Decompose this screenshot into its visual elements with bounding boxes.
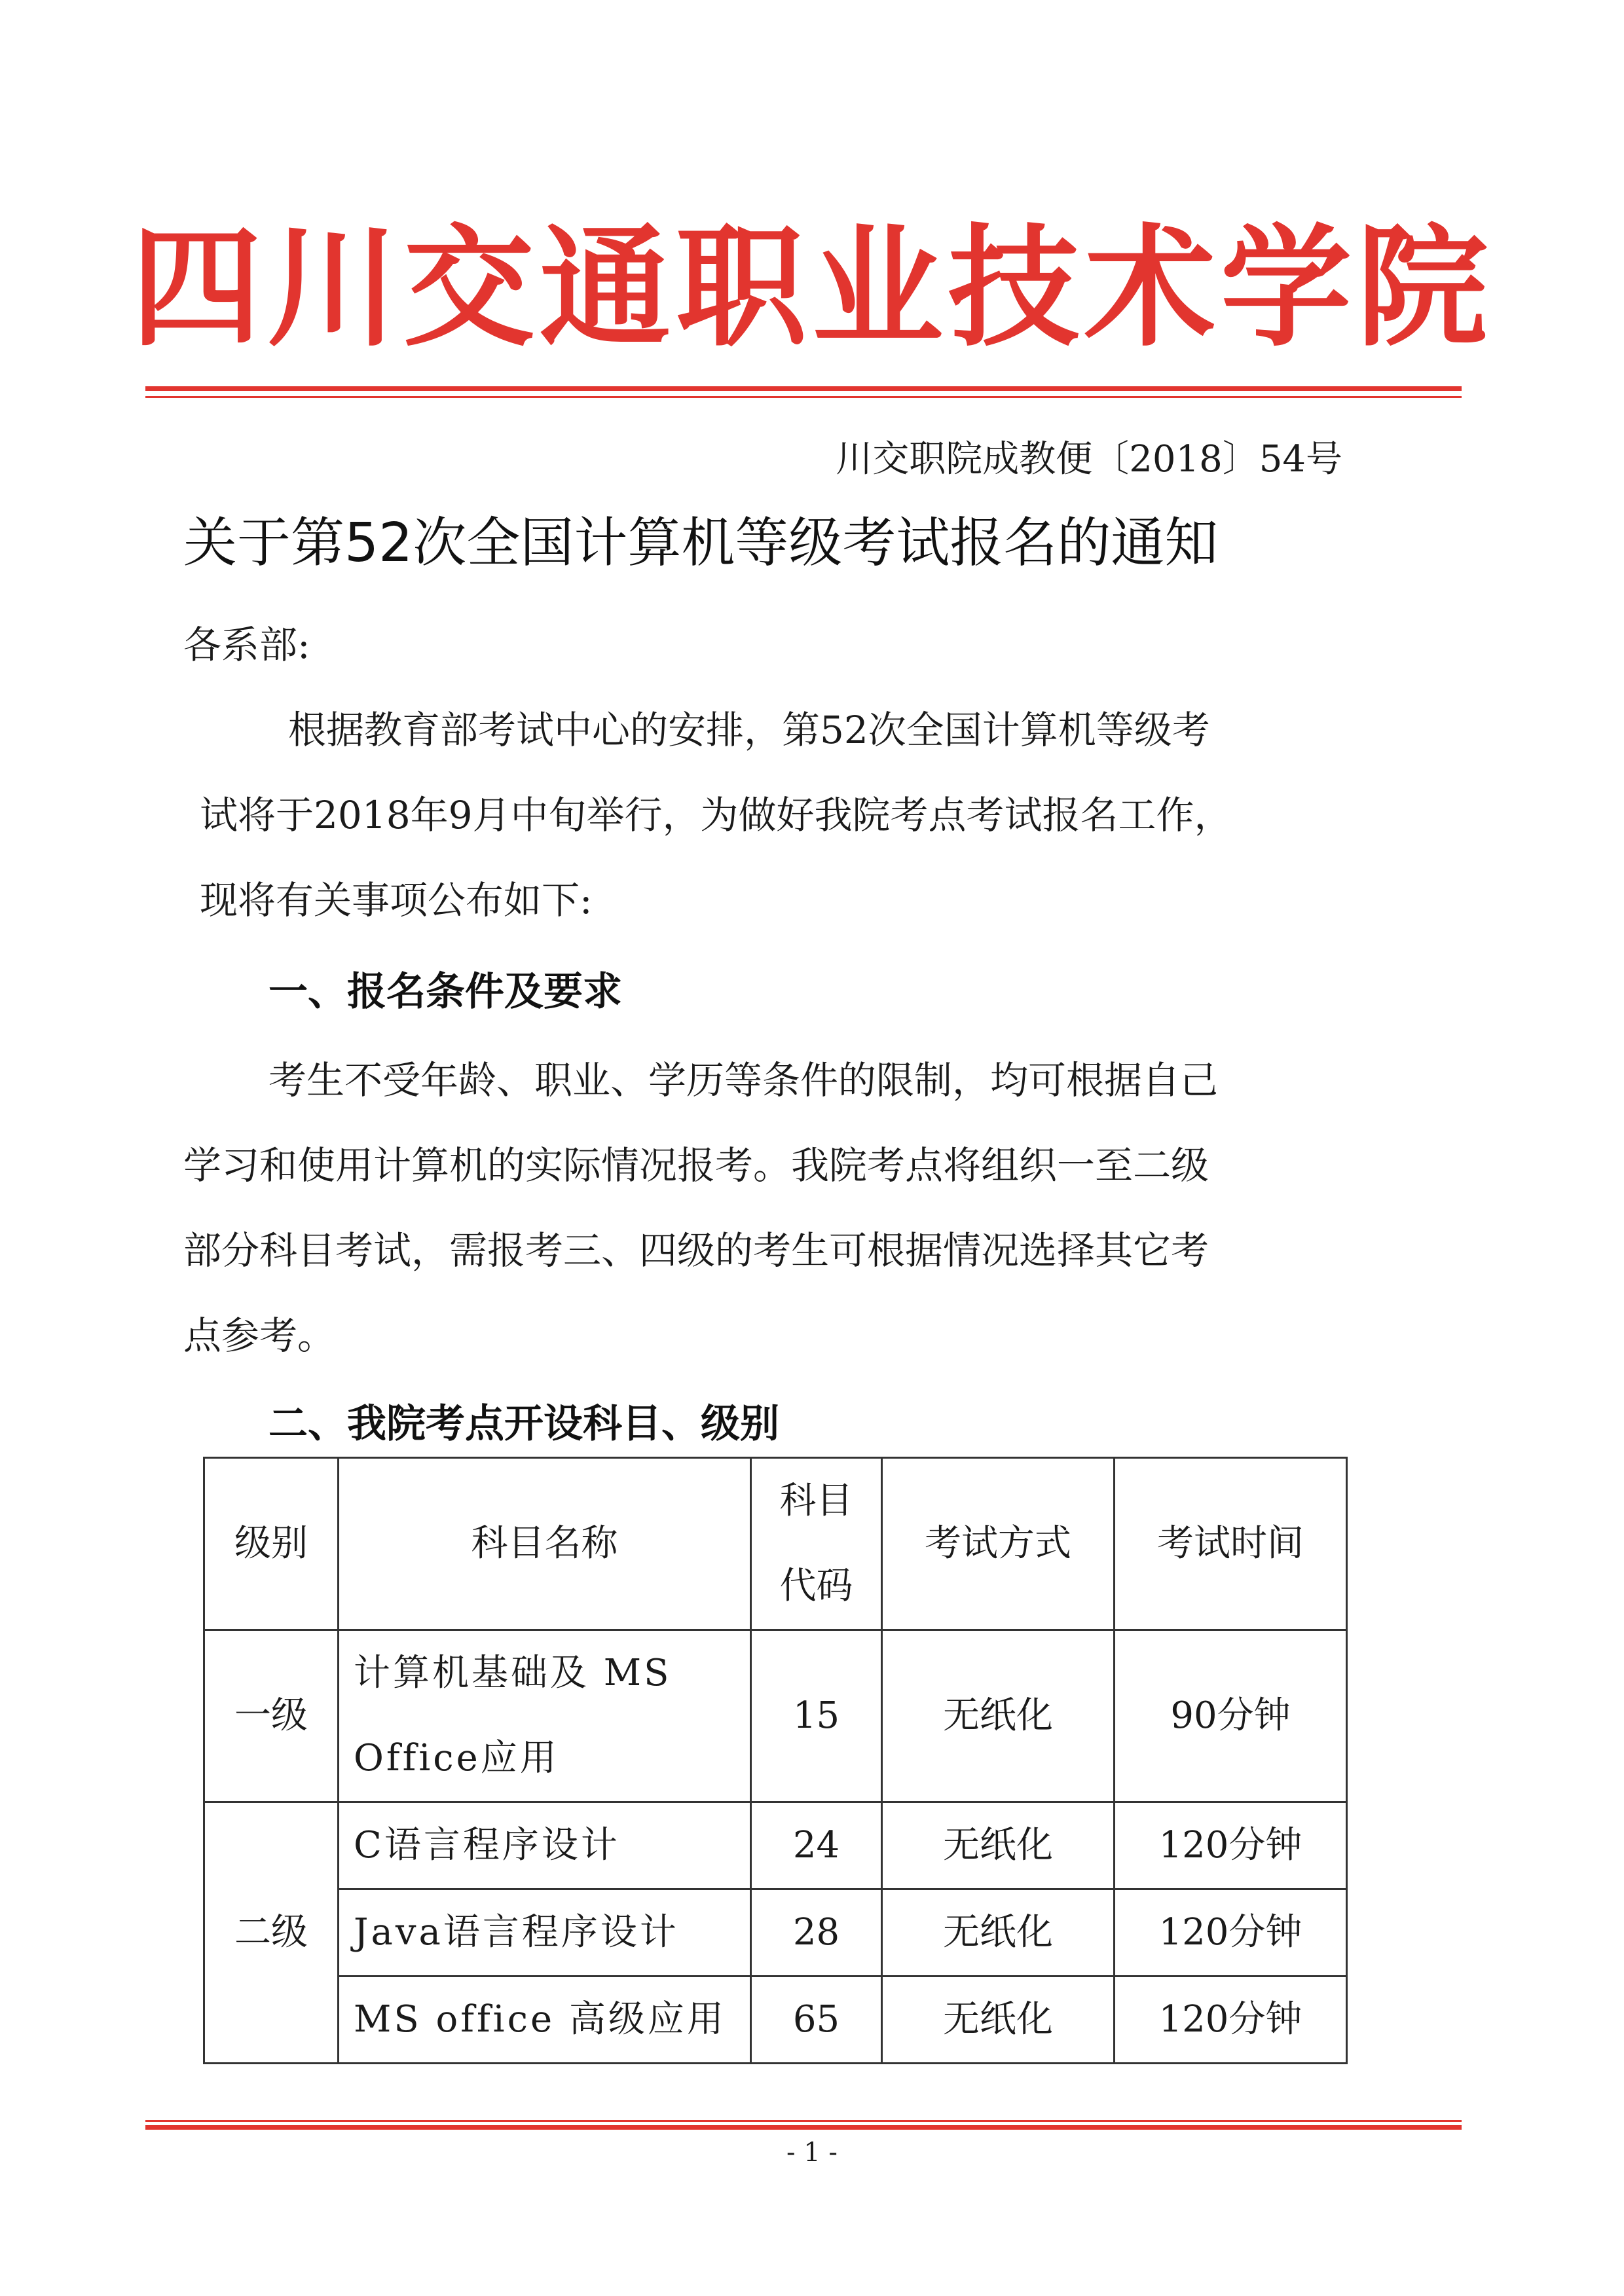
- cell-method: 无纸化: [882, 1630, 1115, 1802]
- table-row: [204, 1630, 1347, 1802]
- cell-method: 无纸化: [882, 1977, 1115, 2064]
- header-method: 考试方式: [882, 1458, 1115, 1630]
- section-2-heading: 二、我院考点开设科目、级别: [268, 1401, 779, 1447]
- document-number: 川交职院成教便〔2018〕54号: [836, 438, 1342, 481]
- subjects-table: [203, 1457, 1348, 2064]
- cell-method: 无纸化: [882, 1889, 1115, 1977]
- cell-method: 无纸化: [882, 1802, 1115, 1889]
- table-row: [204, 1889, 1347, 1977]
- cell-subject: [339, 1630, 751, 1802]
- section-1-line-2: 学习和使用计算机的实际情况报考。我院考点将组织一至二级: [183, 1143, 1209, 1188]
- cell-code: 28: [751, 1889, 882, 1977]
- cell-level: 一级: [204, 1630, 339, 1802]
- footer-rule-thin: [145, 2120, 1462, 2122]
- masthead-rule-thick: [145, 386, 1462, 391]
- page-number: - 1 -: [786, 2138, 838, 2168]
- cell-time: 120分钟: [1115, 1889, 1347, 1977]
- cell-subject: C语言程序设计: [339, 1802, 751, 1889]
- intro-line-3: 现将有关事项公布如下:: [200, 878, 593, 922]
- masthead-title: 四川交通职业技术学院: [130, 211, 1493, 365]
- header-subject: 科目名称: [339, 1458, 751, 1630]
- footer-rule-thick: [145, 2125, 1462, 2130]
- cell-subject-line-2: Office应用: [354, 1737, 559, 1779]
- table-header-row: [204, 1458, 1347, 1630]
- cell-time: 120分钟: [1115, 1802, 1347, 1889]
- section-1-line-1: 考生不受年龄、职业、学历等条件的限制，均可根据自己: [268, 1058, 1219, 1102]
- cell-subject: MS office 高级应用: [339, 1977, 751, 2064]
- header-code: [751, 1458, 882, 1630]
- document-title: 关于第52次全国计算机等级考试报名的通知: [183, 512, 1219, 574]
- section-1-line-4: 点参考。: [183, 1313, 336, 1358]
- intro-line-1: 根据教育部考试中心的安排，第52次全国计算机等级考: [288, 708, 1210, 752]
- table-row: [204, 1802, 1347, 1889]
- section-1-line-3: 部分科目考试，需报考三、四级的考生可根据情况选择其它考: [183, 1228, 1209, 1273]
- cell-time: 90分钟: [1115, 1630, 1347, 1802]
- cell-code: 24: [751, 1802, 882, 1889]
- header-time: 考试时间: [1115, 1458, 1347, 1630]
- cell-code: 15: [751, 1630, 882, 1802]
- cell-subject: Java语言程序设计: [339, 1889, 751, 1977]
- header-level: 级别: [204, 1458, 339, 1630]
- salutation: 各系部:: [183, 623, 310, 667]
- cell-level: 二级: [204, 1802, 339, 2064]
- header-code-line-2: 代码: [779, 1565, 853, 1607]
- intro-line-2: 试将于2018年9月中旬举行，为做好我院考点考试报名工作，: [200, 793, 1232, 837]
- cell-code: 65: [751, 1977, 882, 2064]
- table-row: [204, 1977, 1347, 2064]
- section-1-heading: 一、报名条件及要求: [268, 969, 622, 1015]
- cell-time: 120分钟: [1115, 1977, 1347, 2064]
- header-code-line-1: 科目: [779, 1480, 853, 1522]
- masthead-rule-thin: [145, 396, 1462, 398]
- cell-subject-line-1: 计算机基础及 MS: [354, 1652, 672, 1694]
